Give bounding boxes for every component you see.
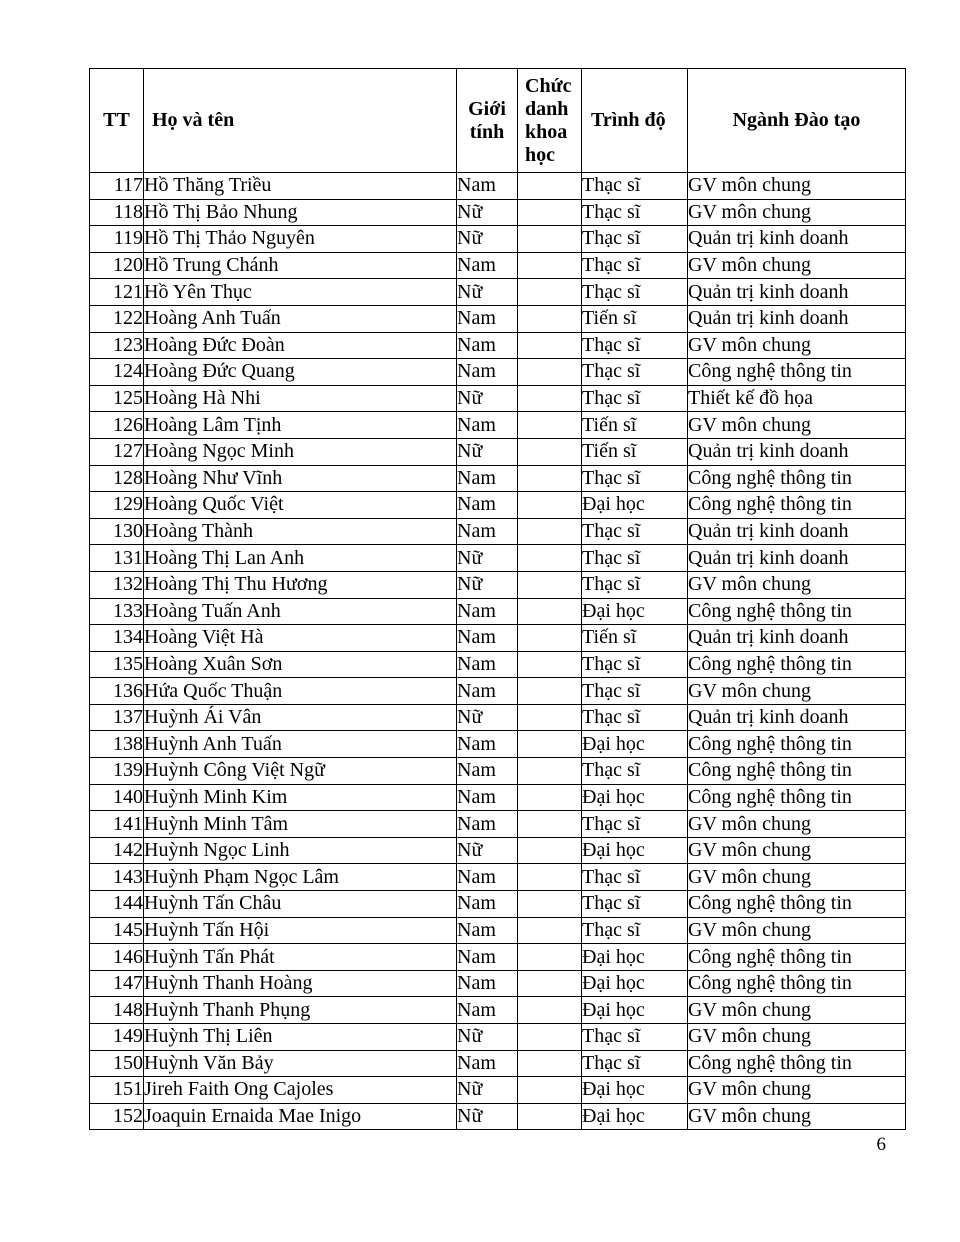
cell-gender: Nữ bbox=[457, 226, 518, 253]
cell-tt: 123 bbox=[90, 332, 144, 359]
cell-gender: Nam bbox=[457, 173, 518, 200]
cell-tt: 126 bbox=[90, 412, 144, 439]
cell-major: Quản trị kinh doanh bbox=[688, 305, 906, 332]
cell-level: Đại học bbox=[582, 1103, 688, 1130]
cell-name: Hồ Trung Chánh bbox=[144, 252, 457, 279]
table-row bbox=[90, 545, 906, 572]
cell-gender: Nam bbox=[457, 917, 518, 944]
cell-name: Huỳnh Minh Tâm bbox=[144, 811, 457, 838]
cell-tt: 122 bbox=[90, 305, 144, 332]
table-row bbox=[90, 1103, 906, 1130]
cell-level: Thạc sĩ bbox=[582, 199, 688, 226]
cell-tt: 149 bbox=[90, 1024, 144, 1051]
cell-gender: Nam bbox=[457, 598, 518, 625]
cell-name: Huỳnh Ái Vân bbox=[144, 704, 457, 731]
header-gender-line: Giới bbox=[468, 97, 506, 120]
cell-level: Thạc sĩ bbox=[582, 917, 688, 944]
cell-name: Huỳnh Tấn Hội bbox=[144, 917, 457, 944]
cell-level: Đại học bbox=[582, 492, 688, 519]
cell-tt: 142 bbox=[90, 837, 144, 864]
cell-level: Thạc sĩ bbox=[582, 252, 688, 279]
header-major: Ngành Đào tạo bbox=[688, 69, 906, 173]
cell-name: Joaquin Ernaida Mae Inigo bbox=[144, 1103, 457, 1130]
table-row bbox=[90, 173, 906, 200]
cell-academic-title bbox=[518, 678, 582, 705]
cell-gender: Nữ bbox=[457, 837, 518, 864]
table-row bbox=[90, 811, 906, 838]
table-row bbox=[90, 891, 906, 918]
cell-academic-title bbox=[518, 412, 582, 439]
cell-name: Hồ Yên Thục bbox=[144, 279, 457, 306]
cell-academic-title bbox=[518, 1050, 582, 1077]
cell-academic-title bbox=[518, 731, 582, 758]
cell-level: Đại học bbox=[582, 598, 688, 625]
table-row bbox=[90, 305, 906, 332]
table-row bbox=[90, 332, 906, 359]
cell-academic-title bbox=[518, 598, 582, 625]
cell-name: Hoàng Hà Nhi bbox=[144, 385, 457, 412]
cell-major: GV môn chung bbox=[688, 332, 906, 359]
cell-name: Hoàng Ngọc Minh bbox=[144, 438, 457, 465]
cell-academic-title bbox=[518, 199, 582, 226]
cell-gender: Nam bbox=[457, 944, 518, 971]
cell-level: Đại học bbox=[582, 837, 688, 864]
cell-tt: 146 bbox=[90, 944, 144, 971]
cell-gender: Nữ bbox=[457, 1024, 518, 1051]
cell-major: GV môn chung bbox=[688, 837, 906, 864]
header-level: Trình độ bbox=[582, 69, 688, 173]
cell-gender: Nữ bbox=[457, 571, 518, 598]
cell-level: Thạc sĩ bbox=[582, 571, 688, 598]
cell-major: Công nghệ thông tin bbox=[688, 465, 906, 492]
cell-academic-title bbox=[518, 332, 582, 359]
cell-gender: Nữ bbox=[457, 385, 518, 412]
cell-academic-title bbox=[518, 252, 582, 279]
table-row bbox=[90, 598, 906, 625]
cell-level: Đại học bbox=[582, 997, 688, 1024]
table-row bbox=[90, 625, 906, 652]
cell-major: Quản trị kinh doanh bbox=[688, 545, 906, 572]
cell-tt: 125 bbox=[90, 385, 144, 412]
cell-level: Thạc sĩ bbox=[582, 811, 688, 838]
cell-name: Huỳnh Ngọc Linh bbox=[144, 837, 457, 864]
cell-gender: Nam bbox=[457, 864, 518, 891]
cell-level: Thạc sĩ bbox=[582, 864, 688, 891]
cell-academic-title bbox=[518, 173, 582, 200]
table-row bbox=[90, 651, 906, 678]
cell-gender: Nam bbox=[457, 252, 518, 279]
cell-name: Hoàng Đức Đoàn bbox=[144, 332, 457, 359]
cell-tt: 133 bbox=[90, 598, 144, 625]
cell-major: GV môn chung bbox=[688, 917, 906, 944]
cell-name: Hoàng Việt Hà bbox=[144, 625, 457, 652]
cell-tt: 129 bbox=[90, 492, 144, 519]
cell-level: Thạc sĩ bbox=[582, 465, 688, 492]
cell-major: Công nghệ thông tin bbox=[688, 944, 906, 971]
cell-gender: Nam bbox=[457, 731, 518, 758]
cell-name: Hoàng Tuấn Anh bbox=[144, 598, 457, 625]
cell-major: Công nghệ thông tin bbox=[688, 731, 906, 758]
cell-academic-title bbox=[518, 625, 582, 652]
cell-academic-title bbox=[518, 811, 582, 838]
table-row bbox=[90, 1024, 906, 1051]
cell-tt: 141 bbox=[90, 811, 144, 838]
cell-gender: Nam bbox=[457, 492, 518, 519]
table-row bbox=[90, 864, 906, 891]
cell-tt: 143 bbox=[90, 864, 144, 891]
cell-major: Công nghệ thông tin bbox=[688, 598, 906, 625]
cell-major: GV môn chung bbox=[688, 1103, 906, 1130]
cell-academic-title bbox=[518, 970, 582, 997]
cell-tt: 147 bbox=[90, 970, 144, 997]
cell-name: Hứa Quốc Thuận bbox=[144, 678, 457, 705]
table-row bbox=[90, 385, 906, 412]
cell-name: Huỳnh Tấn Châu bbox=[144, 891, 457, 918]
header-academic-title-line: Chức bbox=[525, 74, 572, 97]
cell-level: Thạc sĩ bbox=[582, 359, 688, 386]
table-row bbox=[90, 917, 906, 944]
cell-tt: 128 bbox=[90, 465, 144, 492]
cell-academic-title bbox=[518, 704, 582, 731]
cell-level: Thạc sĩ bbox=[582, 545, 688, 572]
cell-gender: Nam bbox=[457, 784, 518, 811]
cell-gender: Nữ bbox=[457, 1077, 518, 1104]
cell-level: Thạc sĩ bbox=[582, 518, 688, 545]
cell-name: Huỳnh Thanh Phụng bbox=[144, 997, 457, 1024]
cell-level: Thạc sĩ bbox=[582, 758, 688, 785]
cell-gender: Nam bbox=[457, 891, 518, 918]
cell-level: Tiến sĩ bbox=[582, 625, 688, 652]
cell-gender: Nam bbox=[457, 518, 518, 545]
cell-name: Huỳnh Minh Kim bbox=[144, 784, 457, 811]
cell-tt: 118 bbox=[90, 199, 144, 226]
cell-academic-title bbox=[518, 279, 582, 306]
header-gender bbox=[457, 69, 518, 173]
cell-major: Quản trị kinh doanh bbox=[688, 518, 906, 545]
cell-academic-title bbox=[518, 1103, 582, 1130]
cell-gender: Nam bbox=[457, 811, 518, 838]
cell-level: Thạc sĩ bbox=[582, 1024, 688, 1051]
cell-major: Quản trị kinh doanh bbox=[688, 625, 906, 652]
cell-academic-title bbox=[518, 997, 582, 1024]
cell-tt: 139 bbox=[90, 758, 144, 785]
table-row bbox=[90, 359, 906, 386]
cell-major: Quản trị kinh doanh bbox=[688, 704, 906, 731]
cell-academic-title bbox=[518, 864, 582, 891]
header-academic-title-line: khoa bbox=[525, 120, 568, 143]
page-number: 6 bbox=[876, 1134, 886, 1155]
cell-gender: Nữ bbox=[457, 545, 518, 572]
cell-level: Thạc sĩ bbox=[582, 1050, 688, 1077]
table-body bbox=[90, 173, 906, 1130]
cell-major: Công nghệ thông tin bbox=[688, 359, 906, 386]
cell-gender: Nam bbox=[457, 1050, 518, 1077]
cell-tt: 121 bbox=[90, 279, 144, 306]
cell-major: GV môn chung bbox=[688, 864, 906, 891]
cell-tt: 132 bbox=[90, 571, 144, 598]
table-row bbox=[90, 492, 906, 519]
cell-major: GV môn chung bbox=[688, 811, 906, 838]
cell-tt: 138 bbox=[90, 731, 144, 758]
table-row bbox=[90, 438, 906, 465]
cell-academic-title bbox=[518, 385, 582, 412]
table-header bbox=[90, 69, 906, 173]
cell-name: Hoàng Anh Tuấn bbox=[144, 305, 457, 332]
table-row bbox=[90, 1077, 906, 1104]
cell-academic-title bbox=[518, 1024, 582, 1051]
cell-name: Hoàng Thị Lan Anh bbox=[144, 545, 457, 572]
cell-academic-title bbox=[518, 226, 582, 253]
cell-academic-title bbox=[518, 837, 582, 864]
cell-academic-title bbox=[518, 917, 582, 944]
cell-name: Hồ Thăng Triều bbox=[144, 173, 457, 200]
cell-major: Công nghệ thông tin bbox=[688, 651, 906, 678]
cell-name: Hoàng Như Vĩnh bbox=[144, 465, 457, 492]
cell-name: Huỳnh Thanh Hoàng bbox=[144, 970, 457, 997]
cell-major: GV môn chung bbox=[688, 1077, 906, 1104]
table-row bbox=[90, 970, 906, 997]
cell-name: Huỳnh Anh Tuấn bbox=[144, 731, 457, 758]
table-row bbox=[90, 944, 906, 971]
cell-academic-title bbox=[518, 784, 582, 811]
cell-academic-title bbox=[518, 1077, 582, 1104]
cell-gender: Nam bbox=[457, 625, 518, 652]
table-row bbox=[90, 758, 906, 785]
cell-gender: Nam bbox=[457, 997, 518, 1024]
table-row bbox=[90, 571, 906, 598]
cell-major: GV môn chung bbox=[688, 252, 906, 279]
cell-academic-title bbox=[518, 545, 582, 572]
cell-level: Thạc sĩ bbox=[582, 678, 688, 705]
cell-tt: 144 bbox=[90, 891, 144, 918]
cell-level: Thạc sĩ bbox=[582, 651, 688, 678]
cell-level: Thạc sĩ bbox=[582, 385, 688, 412]
cell-gender: Nam bbox=[457, 651, 518, 678]
cell-tt: 124 bbox=[90, 359, 144, 386]
cell-major: GV môn chung bbox=[688, 1024, 906, 1051]
cell-name: Hoàng Thành bbox=[144, 518, 457, 545]
cell-major: GV môn chung bbox=[688, 199, 906, 226]
table-row bbox=[90, 997, 906, 1024]
cell-name: Jireh Faith Ong Cajoles bbox=[144, 1077, 457, 1104]
cell-tt: 152 bbox=[90, 1103, 144, 1130]
cell-academic-title bbox=[518, 465, 582, 492]
cell-name: Hoàng Thị Thu Hương bbox=[144, 571, 457, 598]
table-row bbox=[90, 837, 906, 864]
cell-tt: 140 bbox=[90, 784, 144, 811]
cell-tt: 120 bbox=[90, 252, 144, 279]
cell-tt: 117 bbox=[90, 173, 144, 200]
cell-major: Quản trị kinh doanh bbox=[688, 438, 906, 465]
cell-level: Đại học bbox=[582, 970, 688, 997]
cell-name: Huỳnh Tấn Phát bbox=[144, 944, 457, 971]
cell-academic-title bbox=[518, 438, 582, 465]
cell-name: Huỳnh Công Việt Ngữ bbox=[144, 758, 457, 785]
cell-level: Thạc sĩ bbox=[582, 891, 688, 918]
cell-tt: 145 bbox=[90, 917, 144, 944]
header-gender-line: tính bbox=[469, 120, 505, 143]
header-tt: TT bbox=[90, 69, 144, 173]
cell-tt: 151 bbox=[90, 1077, 144, 1104]
cell-level: Đại học bbox=[582, 1077, 688, 1104]
cell-gender: Nam bbox=[457, 758, 518, 785]
cell-gender: Nữ bbox=[457, 438, 518, 465]
table-row bbox=[90, 1050, 906, 1077]
cell-tt: 137 bbox=[90, 704, 144, 731]
cell-gender: Nam bbox=[457, 359, 518, 386]
header-academic-title-line: danh bbox=[525, 97, 569, 120]
header-academic-title bbox=[518, 69, 582, 173]
cell-major: Quản trị kinh doanh bbox=[688, 226, 906, 253]
table-row bbox=[90, 704, 906, 731]
cell-name: Hoàng Xuân Sơn bbox=[144, 651, 457, 678]
cell-name: Huỳnh Phạm Ngọc Lâm bbox=[144, 864, 457, 891]
cell-level: Thạc sĩ bbox=[582, 279, 688, 306]
cell-major: Công nghệ thông tin bbox=[688, 492, 906, 519]
cell-gender: Nam bbox=[457, 465, 518, 492]
cell-major: GV môn chung bbox=[688, 997, 906, 1024]
cell-gender: Nữ bbox=[457, 704, 518, 731]
cell-gender: Nữ bbox=[457, 279, 518, 306]
cell-major: Công nghệ thông tin bbox=[688, 784, 906, 811]
cell-tt: 150 bbox=[90, 1050, 144, 1077]
cell-tt: 130 bbox=[90, 518, 144, 545]
cell-level: Thạc sĩ bbox=[582, 704, 688, 731]
cell-academic-title bbox=[518, 758, 582, 785]
table-row bbox=[90, 279, 906, 306]
cell-academic-title bbox=[518, 518, 582, 545]
cell-level: Đại học bbox=[582, 944, 688, 971]
table-row bbox=[90, 678, 906, 705]
table-row bbox=[90, 731, 906, 758]
cell-tt: 134 bbox=[90, 625, 144, 652]
cell-level: Tiến sĩ bbox=[582, 305, 688, 332]
cell-name: Hoàng Lâm Tịnh bbox=[144, 412, 457, 439]
cell-tt: 136 bbox=[90, 678, 144, 705]
cell-academic-title bbox=[518, 651, 582, 678]
cell-academic-title bbox=[518, 891, 582, 918]
header-academic-title-line: học bbox=[525, 143, 555, 166]
cell-major: Công nghệ thông tin bbox=[688, 970, 906, 997]
cell-major: GV môn chung bbox=[688, 571, 906, 598]
cell-tt: 148 bbox=[90, 997, 144, 1024]
cell-major: GV môn chung bbox=[688, 678, 906, 705]
table-row bbox=[90, 784, 906, 811]
cell-major: Công nghệ thông tin bbox=[688, 1050, 906, 1077]
cell-academic-title bbox=[518, 492, 582, 519]
cell-gender: Nam bbox=[457, 305, 518, 332]
cell-academic-title bbox=[518, 359, 582, 386]
table-row bbox=[90, 412, 906, 439]
cell-level: Thạc sĩ bbox=[582, 332, 688, 359]
cell-major: Công nghệ thông tin bbox=[688, 891, 906, 918]
cell-gender: Nữ bbox=[457, 199, 518, 226]
cell-name: Huỳnh Thị Liên bbox=[144, 1024, 457, 1051]
cell-name: Hồ Thị Bảo Nhung bbox=[144, 199, 457, 226]
table-row bbox=[90, 465, 906, 492]
cell-academic-title bbox=[518, 571, 582, 598]
cell-tt: 135 bbox=[90, 651, 144, 678]
cell-name: Huỳnh Văn Bảy bbox=[144, 1050, 457, 1077]
cell-level: Tiến sĩ bbox=[582, 412, 688, 439]
table-row bbox=[90, 226, 906, 253]
cell-name: Hồ Thị Thảo Nguyên bbox=[144, 226, 457, 253]
cell-gender: Nữ bbox=[457, 1103, 518, 1130]
cell-major: GV môn chung bbox=[688, 173, 906, 200]
header-name: Họ và tên bbox=[144, 69, 457, 173]
cell-academic-title bbox=[518, 305, 582, 332]
cell-level: Tiến sĩ bbox=[582, 438, 688, 465]
table-row bbox=[90, 199, 906, 226]
cell-name: Hoàng Đức Quang bbox=[144, 359, 457, 386]
cell-gender: Nam bbox=[457, 332, 518, 359]
header-row bbox=[90, 69, 906, 173]
cell-level: Đại học bbox=[582, 784, 688, 811]
cell-academic-title bbox=[518, 944, 582, 971]
cell-tt: 127 bbox=[90, 438, 144, 465]
cell-name: Hoàng Quốc Việt bbox=[144, 492, 457, 519]
cell-major: GV môn chung bbox=[688, 412, 906, 439]
cell-gender: Nam bbox=[457, 412, 518, 439]
cell-tt: 119 bbox=[90, 226, 144, 253]
staff-table bbox=[89, 68, 906, 1130]
cell-level: Thạc sĩ bbox=[582, 173, 688, 200]
cell-gender: Nam bbox=[457, 678, 518, 705]
cell-tt: 131 bbox=[90, 545, 144, 572]
cell-level: Thạc sĩ bbox=[582, 226, 688, 253]
table-row bbox=[90, 252, 906, 279]
cell-level: Đại học bbox=[582, 731, 688, 758]
table-row bbox=[90, 518, 906, 545]
cell-major: Quản trị kinh doanh bbox=[688, 279, 906, 306]
cell-major: Công nghệ thông tin bbox=[688, 758, 906, 785]
cell-gender: Nam bbox=[457, 970, 518, 997]
cell-major: Thiết kế đồ họa bbox=[688, 385, 906, 412]
